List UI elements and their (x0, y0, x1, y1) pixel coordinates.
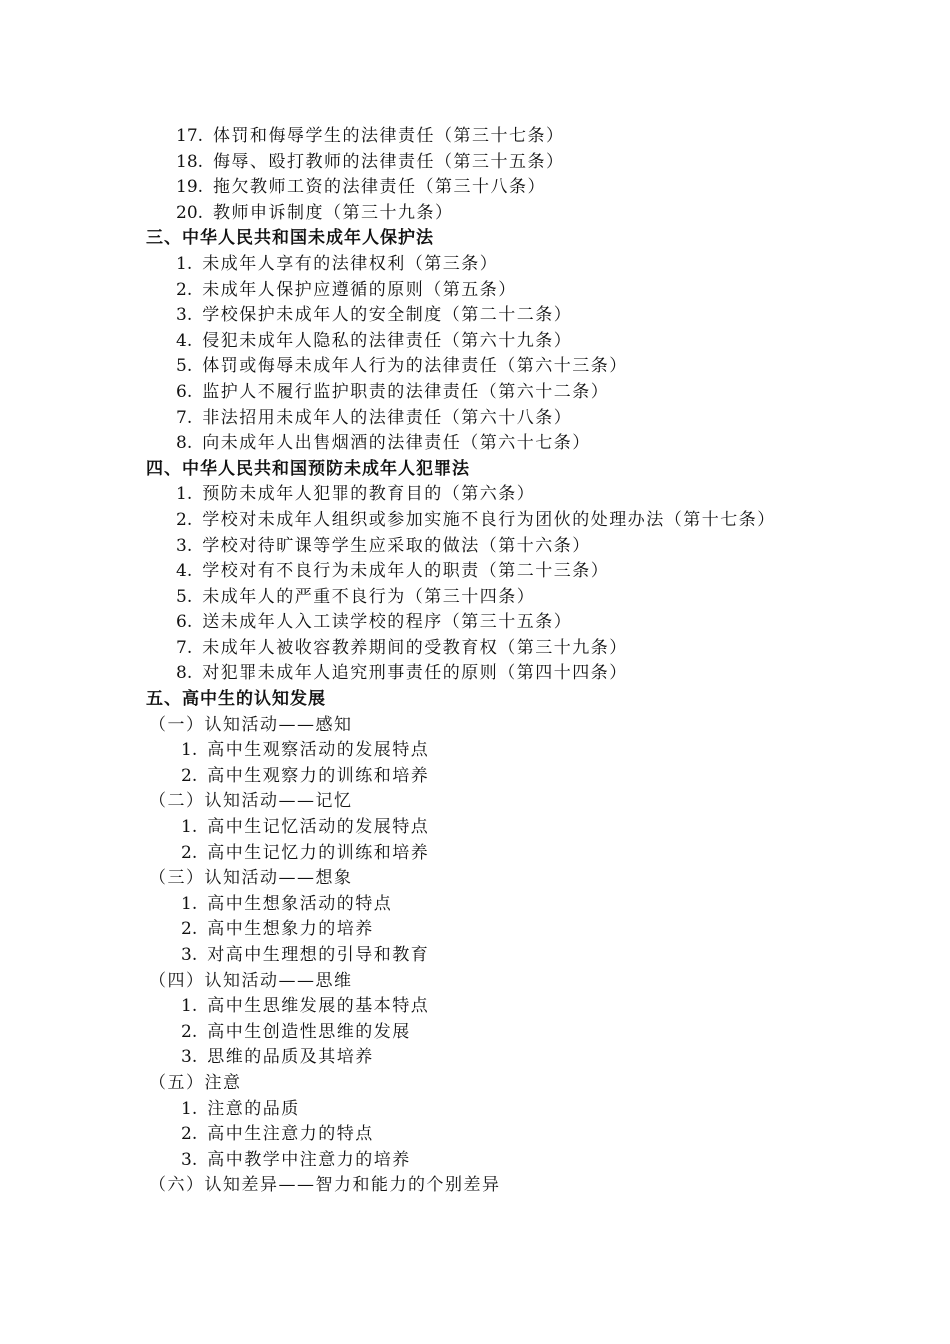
list-item-number: 8. (176, 433, 193, 454)
list-item-text: 体罚和侮辱学生的法律责任（第三十七条） (213, 126, 565, 146)
list-item-number: 5. (176, 356, 193, 377)
list-item-number: 17. (176, 126, 204, 146)
list-item-text: 思维的品质及其培养 (207, 1047, 374, 1068)
list-item-number: 2. (181, 1124, 198, 1145)
list-item-number: 3. (181, 945, 198, 965)
list-item-text: 侮辱、殴打教师的法律责任（第三十五条） (213, 151, 565, 172)
list-item-number: 2. (176, 279, 193, 300)
list-item (0, 917, 950, 943)
list-item-text: 注意的品质 (207, 1098, 300, 1119)
list-item (0, 610, 950, 636)
list-item-text: 高中生想象活动的特点 (207, 893, 393, 914)
list-item-text: 向未成年人出售烟酒的法律责任（第六十七条） (202, 433, 591, 454)
list-item (0, 354, 950, 380)
list-item (0, 482, 950, 508)
list-item (0, 559, 950, 585)
section-heading: 四、中华人民共和国预防未成年人犯罪法 (146, 458, 470, 479)
list-item (0, 1122, 950, 1148)
list-item-text: 送未成年人入工读学校的程序（第三十五条） (202, 612, 573, 633)
list-item-number: 5. (176, 586, 193, 607)
list-item-text: 高中生思维发展的基本特点 (207, 996, 430, 1017)
list-item-number: 3. (181, 1047, 198, 1068)
list-item (0, 252, 950, 278)
list-item-text: 高中生注意力的特点 (207, 1124, 374, 1145)
subsection-heading: （三）认知活动——想象 (149, 868, 353, 889)
subsection-heading: （二）认知活动——记忆 (149, 791, 353, 812)
list-item (0, 406, 950, 432)
list-item (0, 329, 950, 355)
list-item-number: 7. (176, 407, 193, 428)
list-item-text: 未成年人享有的法律权利（第三条） (202, 253, 499, 274)
list-item-text: 学校对待旷课等学生应采取的做法（第十六条） (202, 535, 591, 556)
list-item-number: 3. (176, 535, 193, 556)
list-item-text: 高中生想象力的培养 (207, 919, 374, 940)
list-item-text: 高中生观察活动的发展特点 (207, 740, 430, 761)
subsection-heading: （四）认知活动——思维 (149, 970, 353, 991)
list-item-text: 高中教学中注意力的培养 (207, 1149, 411, 1170)
list-item-number: 18. (176, 151, 204, 172)
document-page (0, 124, 950, 1199)
list-item-text: 高中生观察力的训练和培养 (207, 765, 430, 786)
list-item-number: 7. (176, 637, 193, 658)
list-item-number: 1. (181, 893, 198, 914)
list-item-number: 20. (176, 202, 204, 223)
list-item-text: 高中生记忆活动的发展特点 (207, 817, 430, 838)
list-item-text: 对犯罪未成年人追究刑事责任的原则（第四十四条） (202, 663, 628, 684)
list-item-text: 侵犯未成年人隐私的法律责任（第六十九条） (202, 330, 573, 351)
list-item (0, 1097, 950, 1123)
list-item (0, 534, 950, 560)
list-item-number: 6. (176, 612, 193, 633)
list-item (0, 175, 950, 201)
list-item (0, 1148, 950, 1174)
list-item-text: 教师申诉制度（第三十九条） (213, 202, 454, 223)
list-item (0, 585, 950, 611)
list-item-number: 3. (176, 305, 193, 326)
list-item-text: 学校对有不良行为未成年人的职责（第二十三条） (202, 561, 610, 582)
list-item-text: 体罚或侮辱未成年人行为的法律责任（第六十三条） (202, 356, 628, 377)
list-item-number: 1. (181, 996, 198, 1017)
list-item-text: 学校对未成年人组织或参加实施不良行为团伙的处理办法（第十七条） (202, 509, 776, 530)
list-item (0, 1045, 950, 1071)
list-item-text: 预防未成年人犯罪的教育目的（第六条） (202, 484, 536, 505)
list-item (0, 661, 950, 687)
list-item (0, 892, 950, 918)
list-item-text: 高中生创造性思维的发展 (207, 1021, 411, 1042)
list-item (0, 124, 950, 150)
list-item-text: 对高中生理想的引导和教育 (207, 945, 430, 965)
list-item-number: 19. (176, 177, 204, 198)
list-item-text: 学校保护未成年人的安全制度（第二十二条） (202, 305, 573, 326)
list-item-text: 高中生记忆力的训练和培养 (207, 842, 430, 863)
subsection-heading: （五）注意 (149, 1072, 242, 1093)
list-item (0, 303, 950, 329)
section-heading: 三、中华人民共和国未成年人保护法 (146, 228, 434, 249)
list-item-number: 6. (176, 381, 193, 402)
list-item-text: 未成年人被收容教养期间的受教育权（第三十九条） (202, 637, 628, 658)
list-item (0, 841, 950, 867)
list-item-number: 1. (176, 253, 193, 274)
list-item (0, 636, 950, 662)
list-item-number: 2. (176, 509, 193, 530)
list-item-text: 监护人不履行监护职责的法律责任（第六十二条） (202, 381, 610, 402)
list-item (0, 380, 950, 406)
list-item (0, 278, 950, 304)
subsection-heading: （六）认知差异——智力和能力的个别差异 (149, 1175, 501, 1196)
list-item-text: 未成年人的严重不良行为（第三十四条） (202, 586, 536, 607)
list-item-number: 8. (176, 663, 193, 684)
subsection-heading: （一）认知活动——感知 (149, 714, 353, 735)
list-item (0, 815, 950, 841)
list-item-number: 2. (181, 842, 198, 863)
list-item (0, 431, 950, 457)
list-item-text: 未成年人保护应遵循的原则（第五条） (202, 279, 517, 300)
list-item-text: 拖欠教师工资的法律责任（第三十八条） (213, 177, 547, 198)
list-item-text: 非法招用未成年人的法律责任（第六十八条） (202, 407, 573, 428)
list-item (0, 150, 950, 176)
list-item-number: 1. (176, 484, 193, 505)
list-item (0, 201, 950, 227)
list-item-number: 2. (181, 765, 198, 786)
list-item-number: 1. (181, 817, 198, 838)
list-item-number: 3. (181, 1149, 198, 1170)
list-item-number: 1. (181, 740, 198, 761)
list-item (0, 943, 950, 969)
section-heading: 五、高中生的认知发展 (146, 689, 326, 710)
list-item-number: 4. (176, 561, 193, 582)
list-item-number: 4. (176, 330, 193, 351)
list-item-number: 1. (181, 1098, 198, 1119)
list-item (0, 764, 950, 790)
list-item (0, 994, 950, 1020)
list-item (0, 738, 950, 764)
list-item-number: 2. (181, 1021, 198, 1042)
list-item (0, 508, 950, 534)
list-item (0, 1020, 950, 1046)
list-item-number: 2. (181, 919, 198, 940)
